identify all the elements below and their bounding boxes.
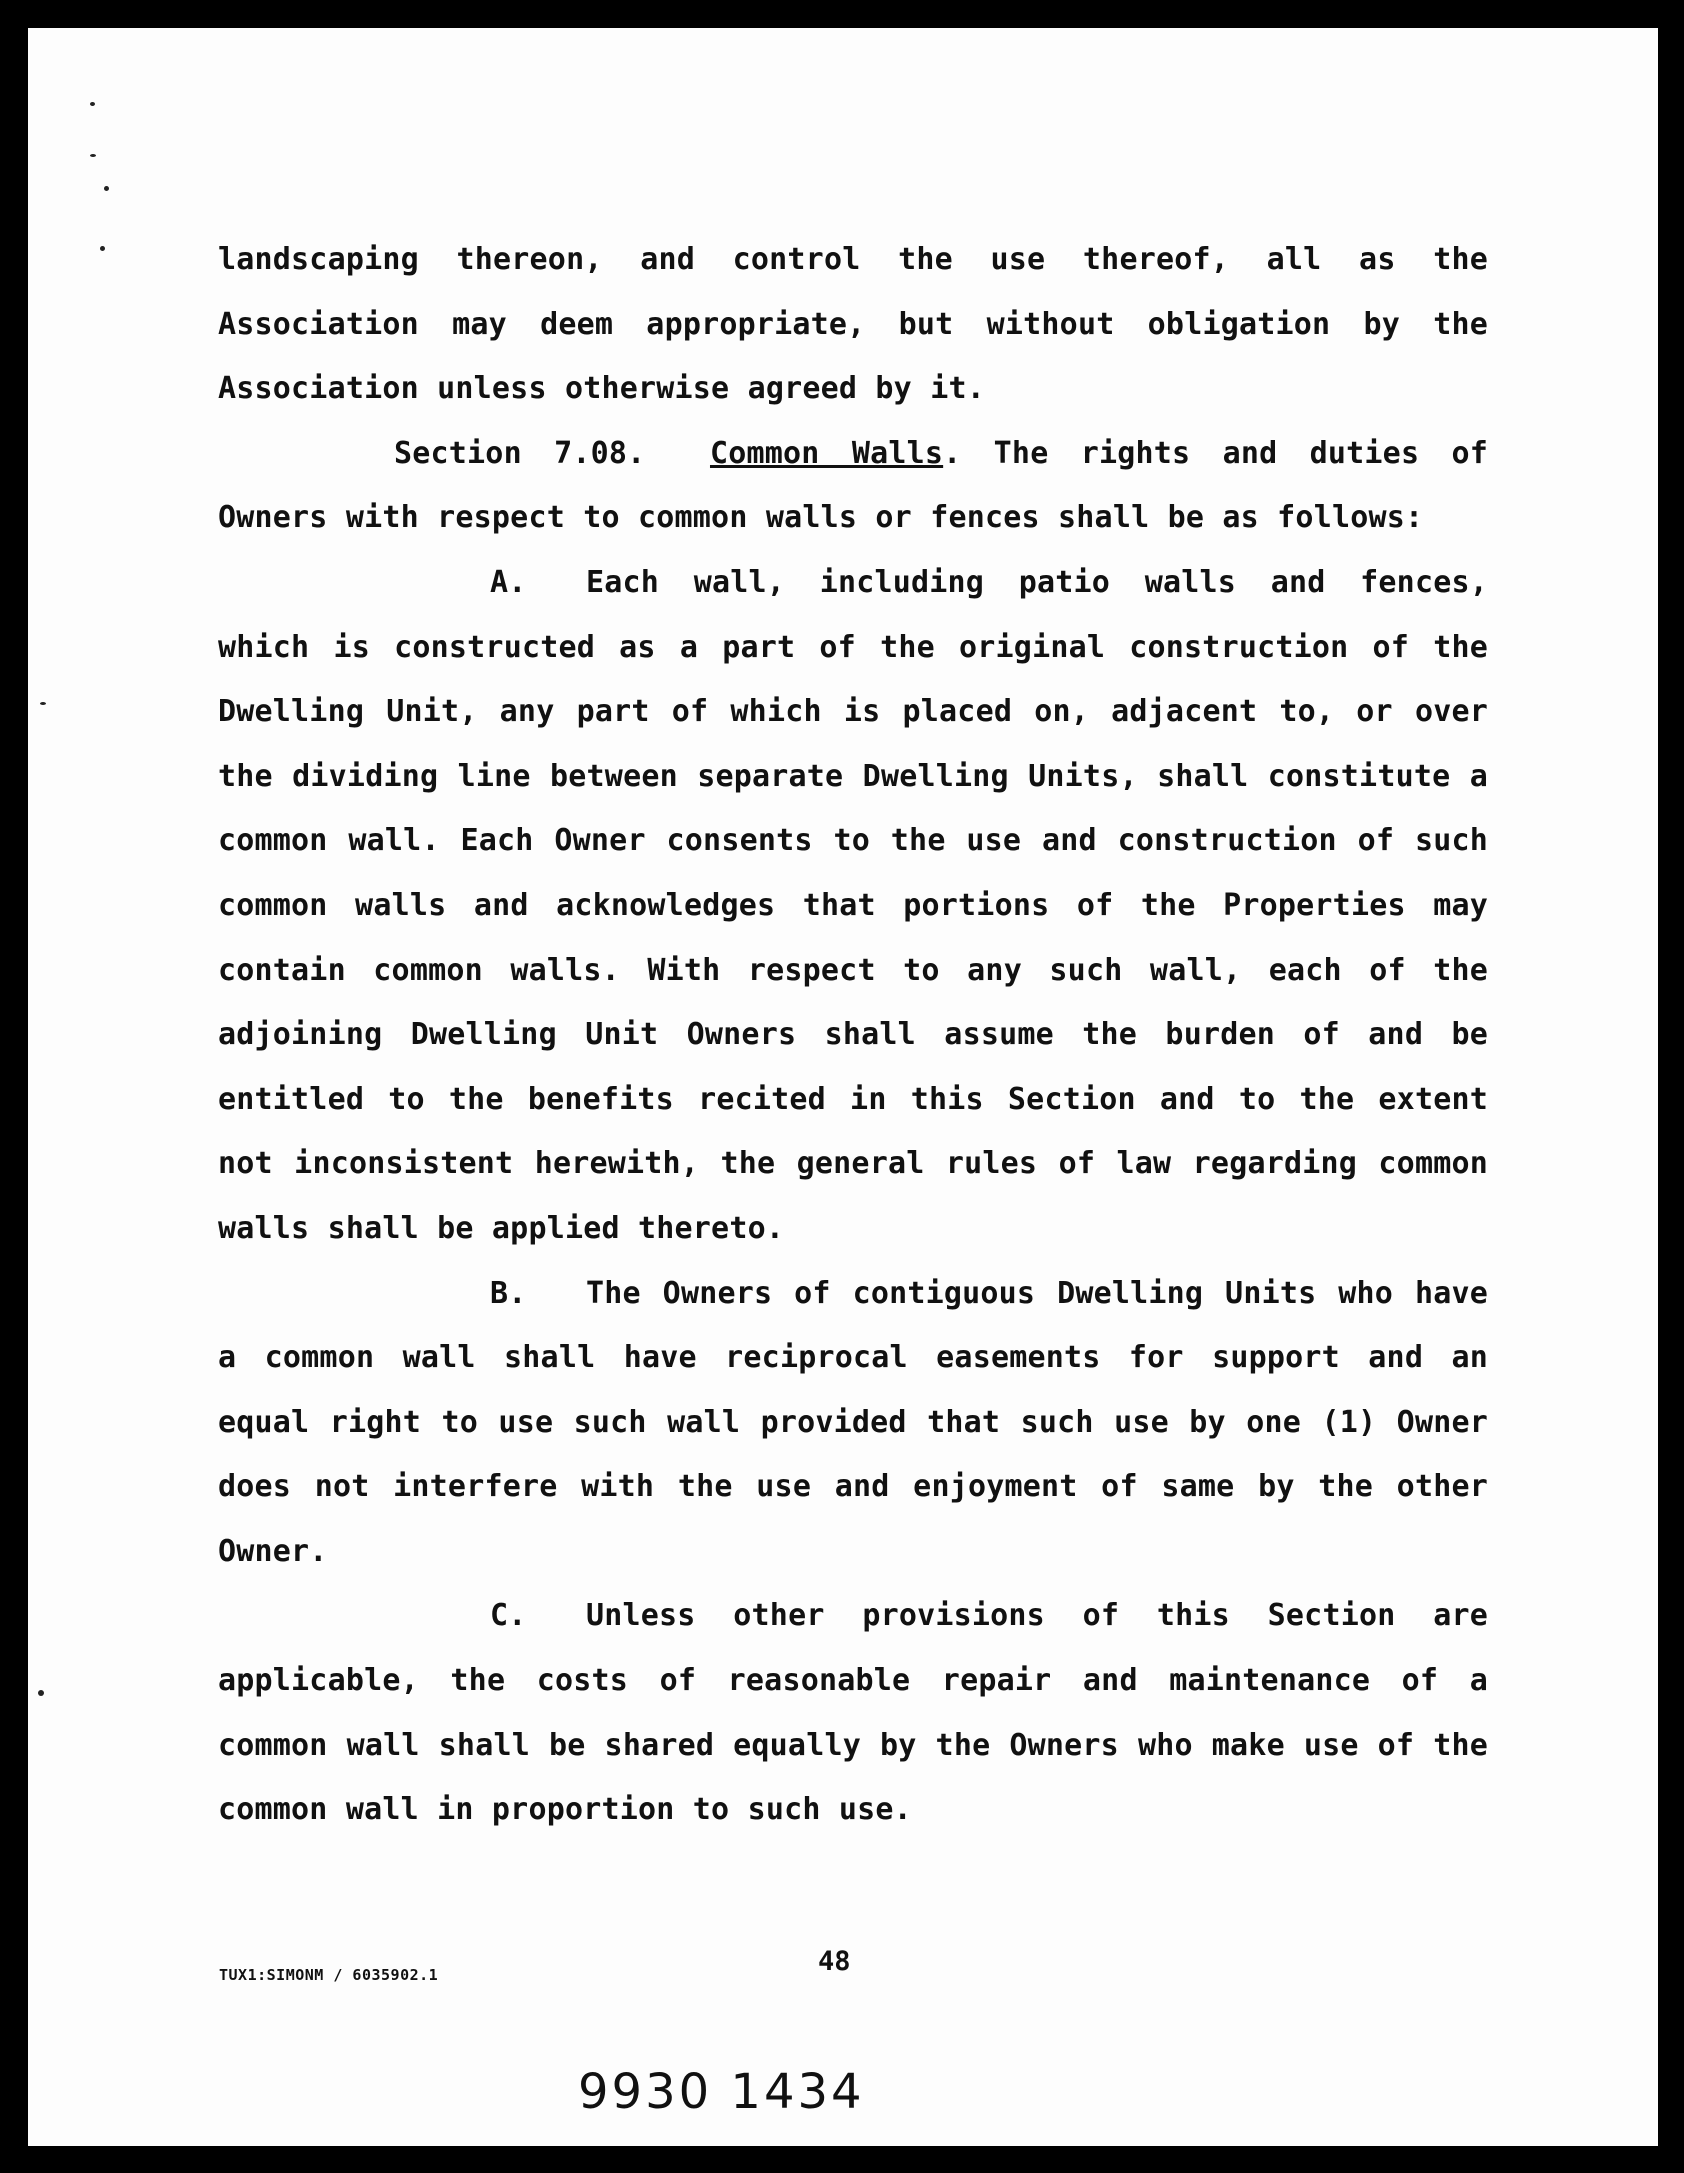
item-b-paragraph bbox=[218, 1262, 1488, 1585]
section-text: . The rights and duties of Owners with respect to common walls or fences shall be as follows: bbox=[218, 435, 1489, 536]
document-page bbox=[28, 28, 1658, 2146]
item-c-paragraph bbox=[218, 1584, 1488, 1842]
scan-speck bbox=[90, 154, 96, 157]
item-c-text: Unless other provisions of this Section are applicable, the costs of reasonable repair and maintenance of a common wall shall be shared equally by the Owners who make use of the common wall in proportion to such use. bbox=[218, 1598, 1488, 1828]
scan-speck bbox=[104, 186, 109, 191]
section-7-08-paragraph bbox=[218, 422, 1488, 551]
scan-speck bbox=[38, 1690, 44, 1696]
item-b-text: The Owners of contiguous Dwelling Units who have a common wall shall have reciprocal easements for support and an equal right to use such wall provided that such use by one (1) Owner does not interfere with the use and enjoyment of same by the other Owner. bbox=[218, 1275, 1488, 1569]
item-b-label: B. bbox=[490, 1275, 527, 1311]
item-a-text: Each wall, including patio walls and fences, which is constructed as a part of the original construction of the Dwelling Unit, any part of which is placed on, adjacent to, or over the dividing line between separate Dwelling Units, shall constitute a common wall. Each Owner consents to the use and construction of such common walls and acknowledges that portions of the Properties may contain common walls. With respect to any such wall, each of the adjoining Dwelling Unit Owners shall assume the burden of and be entitled to the benefits recited in this Section and to the extent not inconsistent herewith, the general rules of law regarding common walls shall be applied thereto. bbox=[218, 564, 1488, 1246]
scan-speck bbox=[100, 246, 105, 251]
page-number: 48 bbox=[818, 1946, 851, 1977]
scan-speck bbox=[40, 702, 46, 705]
section-number: Section 7.08. bbox=[394, 435, 646, 471]
item-c-label: C. bbox=[490, 1598, 527, 1634]
document-body bbox=[218, 228, 1488, 1843]
section-heading: Common Walls bbox=[709, 435, 944, 471]
document-reference: TUX1:SIMONM / 6035902.1 bbox=[219, 1966, 439, 1984]
bates-number: 9930 1434 bbox=[578, 2064, 865, 2120]
paragraph-continuation: landscaping thereon, and control the use thereof, all as the Association may deem appropriate, but without obligation by the Association unless otherwise agreed by it. bbox=[218, 242, 1488, 407]
item-a-label: A. bbox=[490, 564, 527, 600]
item-a-paragraph bbox=[218, 551, 1488, 1262]
scan-speck bbox=[90, 102, 95, 106]
